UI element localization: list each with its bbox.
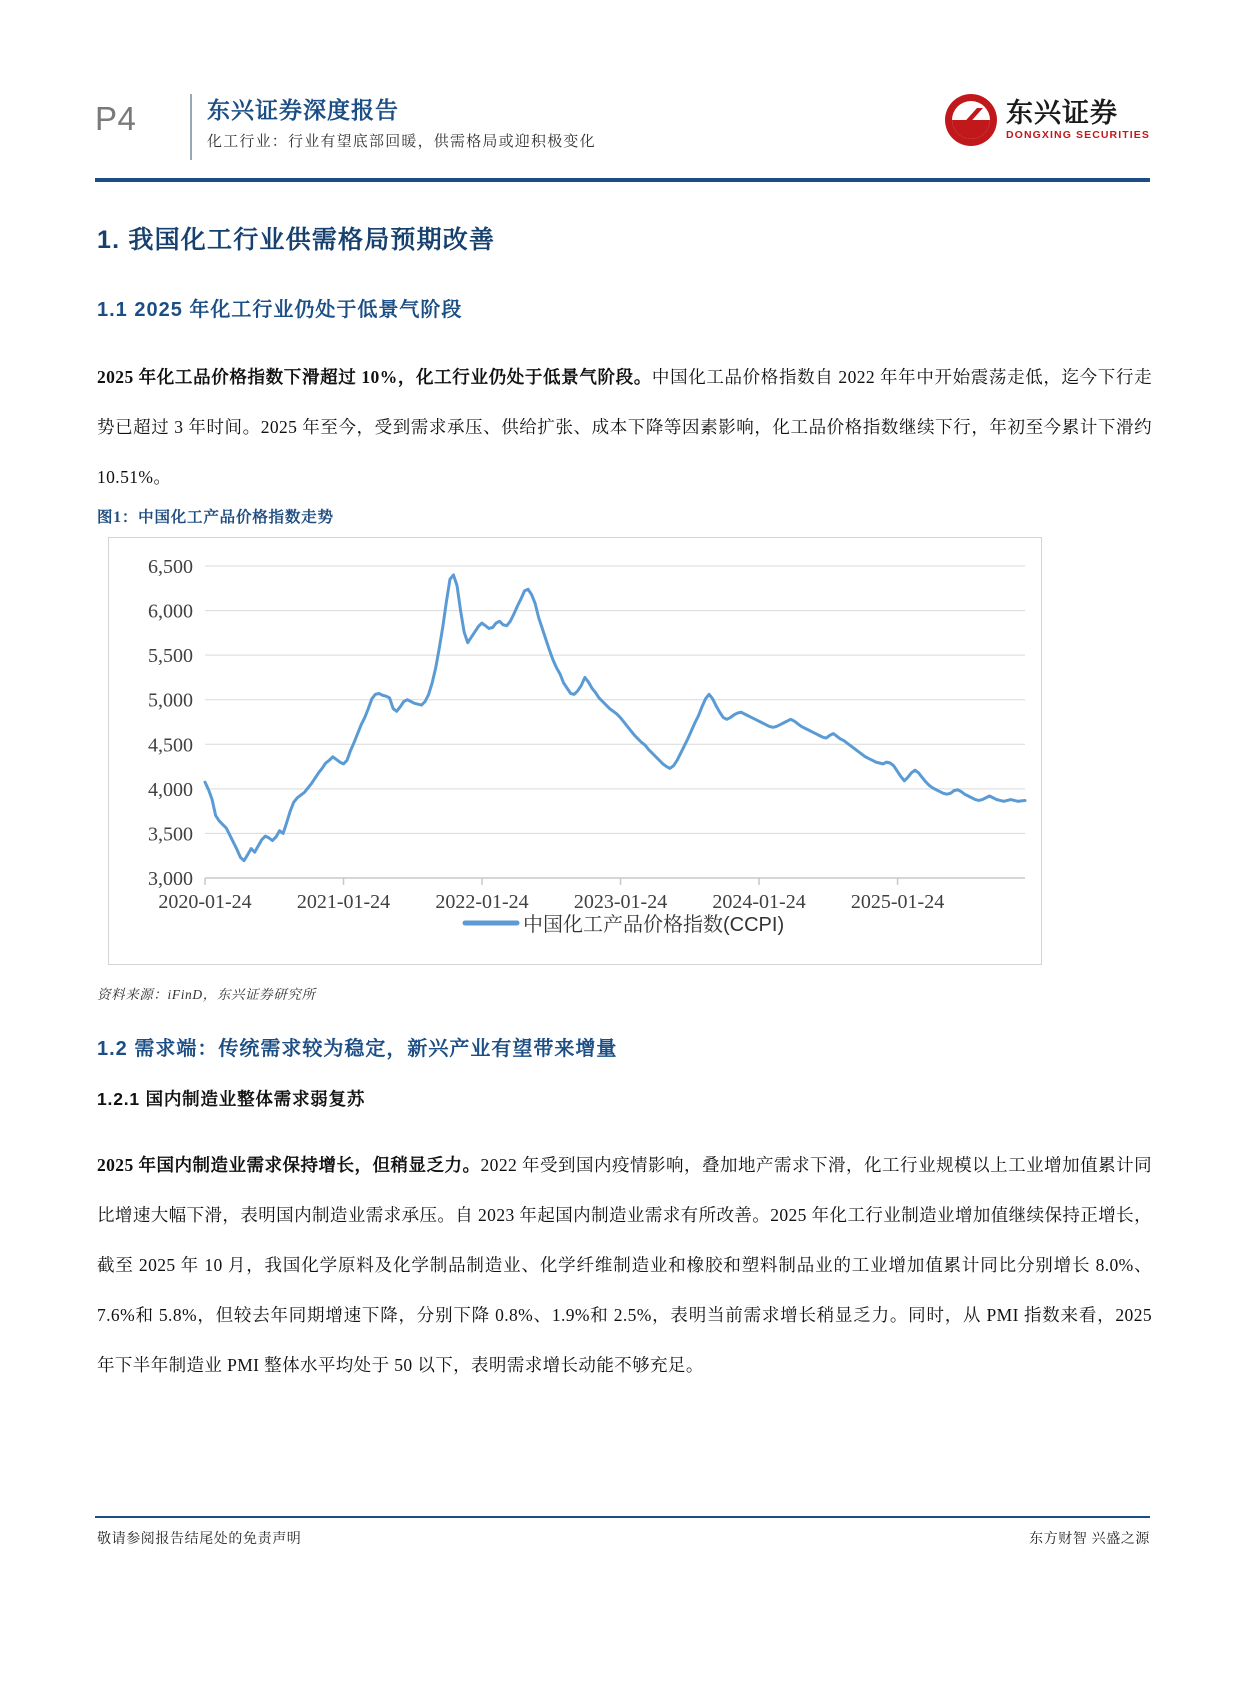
chart-y-tick-label: 3,500	[148, 823, 193, 846]
page-header	[95, 86, 1150, 168]
header-title: 东兴证券深度报告	[207, 97, 399, 123]
logo-name-cn: 东兴证券	[1006, 97, 1118, 128]
section-heading-1-2: 1.2 需求端：传统需求较为稳定，新兴产业有望带来增量	[97, 1038, 618, 1060]
chart-y-tick-label: 6,500	[148, 556, 193, 578]
logo-text-block	[1006, 99, 1150, 141]
paragraph-1	[97, 352, 1152, 502]
chart-legend-label: 中国化工产品价格指数(CCPI)	[523, 914, 785, 936]
chart-container	[108, 537, 1042, 965]
chart-x-tick-label: 2022-01-24	[435, 891, 529, 913]
chart-y-tick-label: 4,000	[148, 778, 193, 801]
header-subtitle: 化工行业：行业有望底部回暖，供需格局或迎积极变化	[207, 134, 596, 150]
logo-name-en: DONGXING SECURITIES	[1006, 129, 1150, 142]
ccpi-line-chart	[109, 538, 1043, 966]
chart-x-tick-label: 2021-01-24	[296, 891, 391, 913]
chart-y-tick-label: 5,500	[148, 645, 193, 668]
chart-series-line	[205, 575, 1025, 861]
paragraph-2	[97, 1140, 1152, 1390]
figure-caption: 图1：中国化工产品价格指数走势	[97, 509, 334, 526]
chart-x-tick-label: 2024-01-24	[712, 891, 806, 913]
dongxing-logo-icon	[945, 94, 997, 146]
paragraph-2-lead: 2025 年国内制造业需求保持增长，但稍显乏力。	[97, 1155, 481, 1175]
section-heading-1-1: 1.1 2025 年化工行业仍处于低景气阶段	[97, 299, 463, 321]
section-heading-1: 1. 我国化工行业供需格局预期改善	[97, 226, 496, 254]
paragraph-1-body: 中国化工品价格指数自 2022 年年中开始震荡走低，迄今下行走势已超过 3 年时间。2025 年至今，受到需求承压、供给扩张、成本下降等因素影响，化工品价格指数继续下行，年初至今累计下滑约 10.51%。	[97, 367, 1152, 487]
page-number: P4	[95, 100, 137, 137]
section-heading-1-2-1: 1.2.1 国内制造业整体需求弱复苏	[97, 1089, 366, 1109]
chart-x-tick-label: 2025-01-24	[850, 891, 945, 913]
footer-disclaimer: 敬请参阅报告结尾处的免责声明	[97, 1532, 302, 1547]
footer-divider	[95, 1516, 1150, 1518]
paragraph-2-body: 2022 年受到国内疫情影响，叠加地产需求下滑，化工行业规模以上工业增加值累计同比增速大幅下滑，表明国内制造业需求承压。自 2023 年起国内制造业需求有所改善。2025 年化工行业制造业增加值继续保持正增长，截至 2025 年 10 月，我国化学原料及化学制品制造业、化学纤维制造业和橡胶和塑料制品业的工业增加值累计同比分别增长 8.0%、7.6%和 5.8%，但较去年同期增速下降，分别下降 0.8%、1.9%和 2.5%，表明当前需求增长稍显乏力。同时，从 PMI 指数来看，2025 年下半年制造业 PMI 整体水平均处于 50 以下，表明需求增长动能不够充足。	[97, 1155, 1152, 1375]
chart-x-tick-label: 2020-01-24	[158, 891, 252, 913]
paragraph-1-lead: 2025 年化工品价格指数下滑超过 10%，化工行业仍处于低景气阶段。	[97, 367, 652, 387]
chart-y-tick-label: 5,000	[148, 689, 193, 712]
company-logo	[945, 94, 1150, 146]
logo-stripes-icon	[957, 106, 987, 132]
header-vertical-rule	[190, 94, 192, 160]
header-divider	[95, 178, 1150, 182]
chart-y-tick-label: 3,000	[148, 868, 193, 890]
figure-source: 资料来源：iFinD，东兴证券研究所	[97, 987, 316, 1002]
chart-y-tick-label: 4,500	[148, 734, 193, 757]
footer-slogan: 东方财智 兴盛之源	[1029, 1532, 1150, 1547]
chart-x-tick-label: 2023-01-24	[573, 891, 668, 913]
chart-y-tick-label: 6,000	[148, 600, 193, 623]
